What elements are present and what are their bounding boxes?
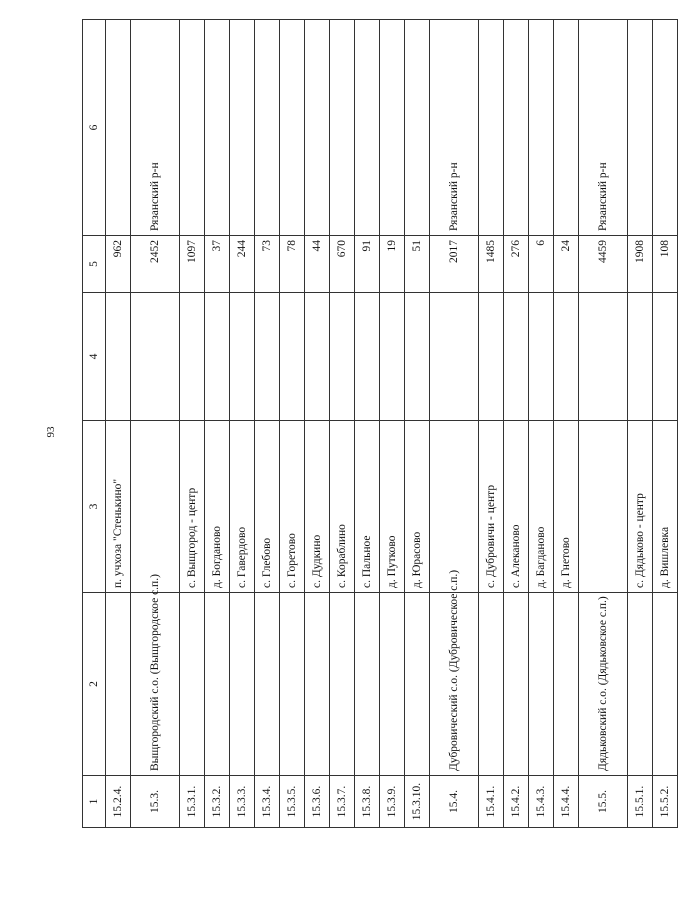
- table-row: [355, 20, 380, 828]
- row-col4: [230, 293, 255, 421]
- table-row: [205, 20, 230, 828]
- row-district: [653, 20, 678, 236]
- row-unit-name: [529, 593, 554, 776]
- row-code: 15.4.4.: [554, 776, 579, 828]
- row-settlement: [579, 421, 628, 593]
- row-district: [305, 20, 330, 236]
- row-code: 15.4.: [430, 776, 479, 828]
- row-settlement: д. Багданово: [529, 421, 554, 593]
- row-unit-name: [305, 593, 330, 776]
- row-unit-name: [628, 593, 653, 776]
- row-population: 276: [504, 236, 529, 293]
- row-district: [280, 20, 305, 236]
- table-row: [131, 20, 180, 828]
- row-unit-name: [106, 593, 131, 776]
- row-settlement: с. Алеканово: [504, 421, 529, 593]
- row-col4: [131, 293, 180, 421]
- row-population: 1097: [180, 236, 205, 293]
- row-population: 1908: [628, 236, 653, 293]
- row-col4: [628, 293, 653, 421]
- row-settlement: д. Богданово: [205, 421, 230, 593]
- row-col4: [554, 293, 579, 421]
- row-code: 15.2.4.: [106, 776, 131, 828]
- table-row: [504, 20, 529, 828]
- row-col4: [330, 293, 355, 421]
- row-district: [205, 20, 230, 236]
- row-district: [628, 20, 653, 236]
- row-settlement: с. Выщгород - центр: [180, 421, 205, 593]
- row-settlement: с. Кораблино: [330, 421, 355, 593]
- row-col4: [653, 293, 678, 421]
- row-population: 37: [205, 236, 230, 293]
- table-row: [380, 20, 405, 828]
- row-unit-name: [554, 593, 579, 776]
- row-district: [529, 20, 554, 236]
- row-settlement: с. Дядьково - центр: [628, 421, 653, 593]
- header-col-6: 6: [83, 20, 106, 236]
- row-col4: [405, 293, 430, 421]
- row-code: 15.3.8.: [355, 776, 380, 828]
- row-population: 51: [405, 236, 430, 293]
- row-district: [255, 20, 280, 236]
- header-col-4: 4: [83, 293, 106, 421]
- row-population: 4459: [579, 236, 628, 293]
- row-population: 44: [305, 236, 330, 293]
- table-row: [653, 20, 678, 828]
- table-row: [305, 20, 330, 828]
- row-population: 91: [355, 236, 380, 293]
- row-code: 15.3.2.: [205, 776, 230, 828]
- row-col4: [430, 293, 479, 421]
- row-unit-name: Дубровический с.о. (Дубровическое с.п.): [430, 593, 479, 776]
- header-col-3: 3: [83, 421, 106, 593]
- table-row: [106, 20, 131, 828]
- row-district: [230, 20, 255, 236]
- row-settlement: д. Гнетово: [554, 421, 579, 593]
- table-row: [579, 20, 628, 828]
- row-col4: [180, 293, 205, 421]
- row-population: 962: [106, 236, 131, 293]
- table-row: [529, 20, 554, 828]
- row-col4: [205, 293, 230, 421]
- row-unit-name: [504, 593, 529, 776]
- row-settlement: с. Глебово: [255, 421, 280, 593]
- header-col-5: 5: [83, 236, 106, 293]
- table-row: [330, 20, 355, 828]
- row-code: 15.3.6.: [305, 776, 330, 828]
- row-population: 19: [380, 236, 405, 293]
- row-code: 15.5.: [579, 776, 628, 828]
- row-district: [355, 20, 380, 236]
- row-settlement: д. Вишлевка: [653, 421, 678, 593]
- row-population: 244: [230, 236, 255, 293]
- row-unit-name: [479, 593, 504, 776]
- row-code: 15.3.5.: [280, 776, 305, 828]
- row-col4: [106, 293, 131, 421]
- row-district: [554, 20, 579, 236]
- row-unit-name: [405, 593, 430, 776]
- table-row: [479, 20, 504, 828]
- row-code: 15.3.3.: [230, 776, 255, 828]
- row-settlement: с. Дубровичи - центр: [479, 421, 504, 593]
- row-unit-name: Выщгородский с.о. (Выщгородское с.п.): [131, 593, 180, 776]
- row-code: 15.3.10.: [405, 776, 430, 828]
- row-col4: [255, 293, 280, 421]
- row-unit-name: [230, 593, 255, 776]
- row-unit-name: [280, 593, 305, 776]
- row-population: 6: [529, 236, 554, 293]
- row-settlement: с. Пальное: [355, 421, 380, 593]
- header-col-2: 2: [83, 593, 106, 776]
- row-population: 24: [554, 236, 579, 293]
- row-col4: [579, 293, 628, 421]
- row-unit-name: [330, 593, 355, 776]
- row-district: [106, 20, 131, 236]
- row-code: 15.4.3.: [529, 776, 554, 828]
- page-number: 93: [45, 426, 57, 438]
- row-code: 15.5.2.: [653, 776, 678, 828]
- row-unit-name: [653, 593, 678, 776]
- header-col-1: 1: [83, 776, 106, 828]
- row-population: 670: [330, 236, 355, 293]
- row-code: 15.3.7.: [330, 776, 355, 828]
- row-col4: [479, 293, 504, 421]
- table-row: [255, 20, 280, 828]
- row-code: 15.4.2.: [504, 776, 529, 828]
- header-row: [83, 20, 106, 828]
- row-settlement: п. учхоза "Стенькино": [106, 421, 131, 593]
- row-district: [504, 20, 529, 236]
- row-unit-name: [255, 593, 280, 776]
- table-row: [628, 20, 653, 828]
- table-row: [230, 20, 255, 828]
- row-district: [330, 20, 355, 236]
- rotated-page: [82, 20, 671, 828]
- table-row: [405, 20, 430, 828]
- row-code: 15.5.1.: [628, 776, 653, 828]
- row-code: 15.4.1.: [479, 776, 504, 828]
- row-col4: [280, 293, 305, 421]
- row-unit-name: Дядьковский с.о. (Дядьковское с.п.): [579, 593, 628, 776]
- row-code: 15.3.4.: [255, 776, 280, 828]
- table-row: [180, 20, 205, 828]
- row-unit-name: [380, 593, 405, 776]
- row-settlement: [430, 421, 479, 593]
- row-col4: [529, 293, 554, 421]
- row-settlement: д. Юрасово: [405, 421, 430, 593]
- row-population: 2452: [131, 236, 180, 293]
- row-col4: [380, 293, 405, 421]
- row-district: [405, 20, 430, 236]
- row-code: 15.3.1.: [180, 776, 205, 828]
- row-district: Рязанский р-н: [430, 20, 479, 236]
- row-settlement: с. Дудкино: [305, 421, 330, 593]
- row-population: 2017: [430, 236, 479, 293]
- row-district: [380, 20, 405, 236]
- row-settlement: д. Путково: [380, 421, 405, 593]
- row-col4: [305, 293, 330, 421]
- row-district: [479, 20, 504, 236]
- row-unit-name: [205, 593, 230, 776]
- row-unit-name: [180, 593, 205, 776]
- row-population: 1485: [479, 236, 504, 293]
- row-district: Рязанский р-н: [579, 20, 628, 236]
- row-population: 108: [653, 236, 678, 293]
- settlements-table: [82, 19, 678, 828]
- row-population: 78: [280, 236, 305, 293]
- row-settlement: с. Гавердово: [230, 421, 255, 593]
- row-code: 15.3.9.: [380, 776, 405, 828]
- row-population: 73: [255, 236, 280, 293]
- row-code: 15.3.: [131, 776, 180, 828]
- row-district: [180, 20, 205, 236]
- row-settlement: с. Горетово: [280, 421, 305, 593]
- table-row: [430, 20, 479, 828]
- row-col4: [504, 293, 529, 421]
- table-row: [554, 20, 579, 828]
- table-row: [280, 20, 305, 828]
- row-unit-name: [355, 593, 380, 776]
- row-district: Рязанский р-н: [131, 20, 180, 236]
- row-settlement: [131, 421, 180, 593]
- row-col4: [355, 293, 380, 421]
